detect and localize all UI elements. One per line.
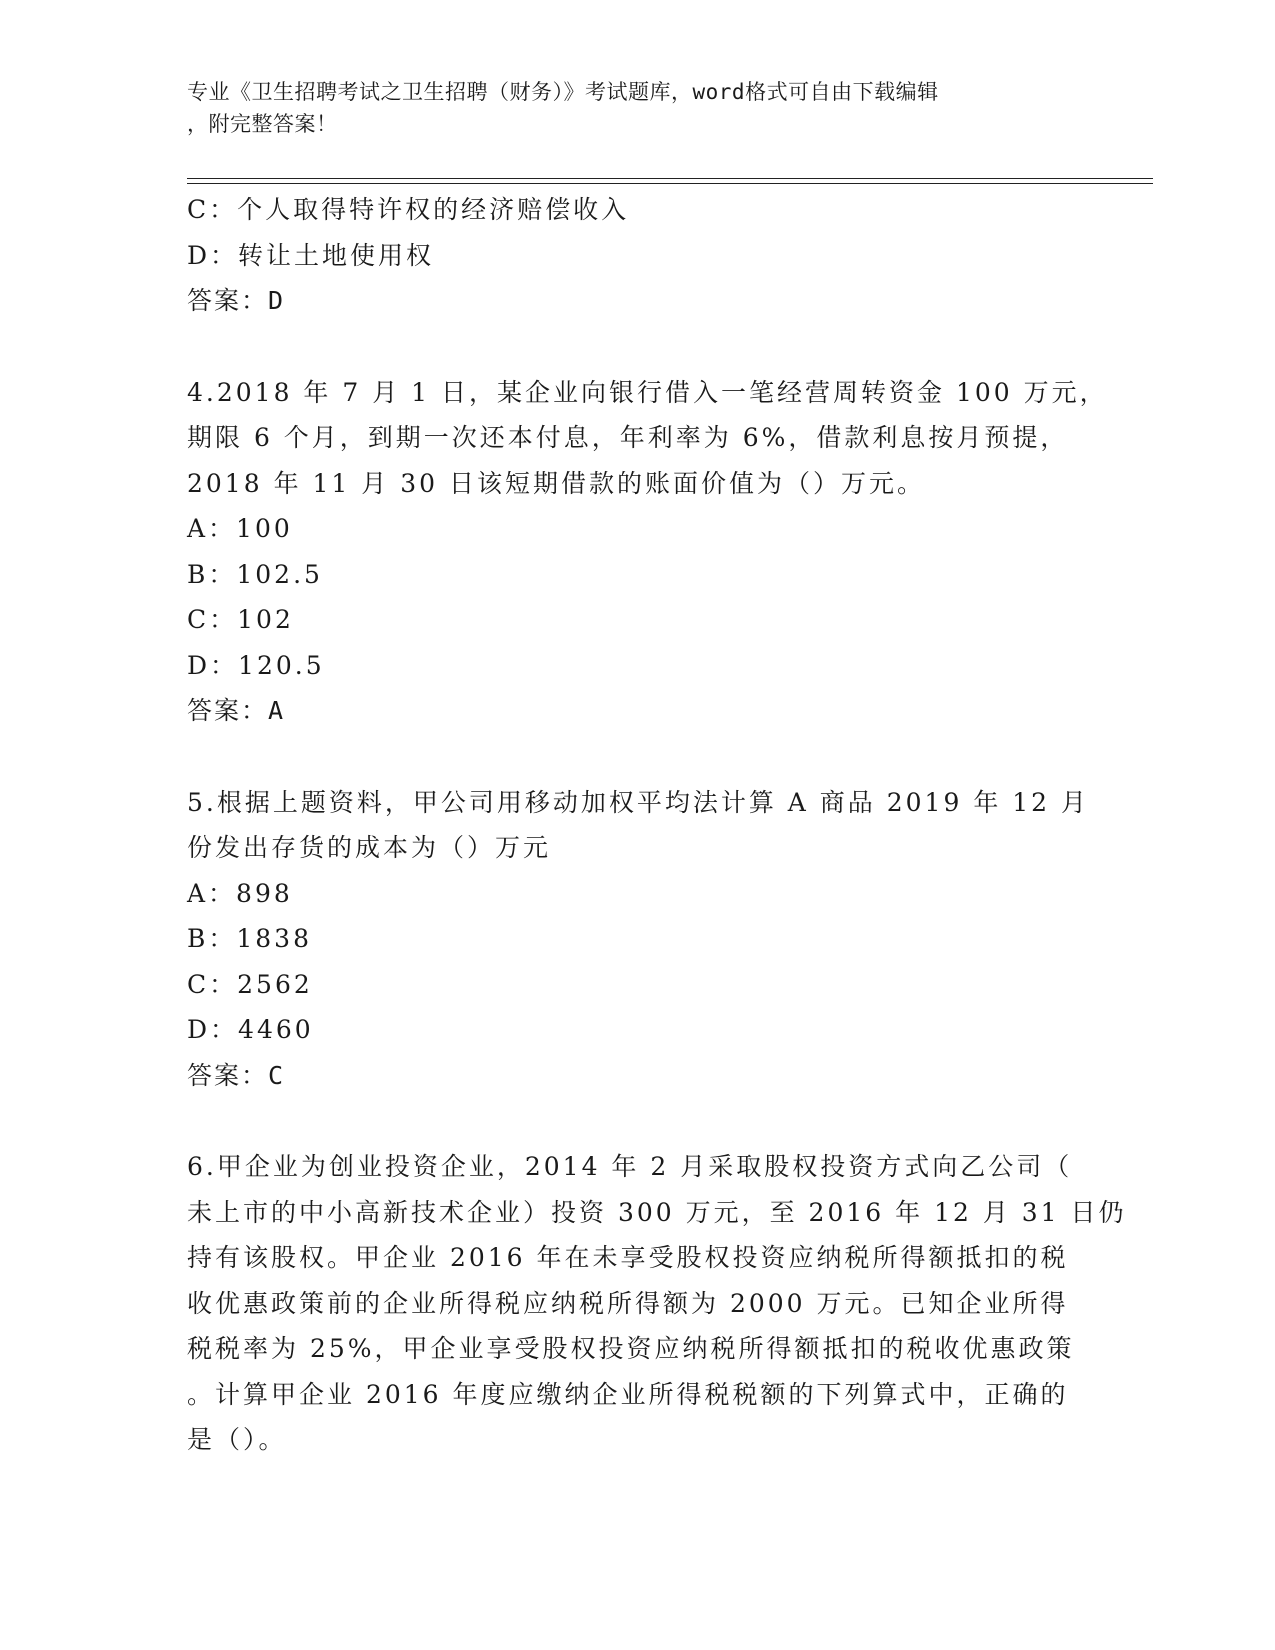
question-stem-line: 期限 6 个月，到期一次还本付息，年利率为 6%，借款利息按月预提， [187, 423, 1069, 452]
spacer [187, 1098, 1087, 1144]
document-header [187, 76, 1067, 140]
question-stem-line: 。计算甲企业 2016 年度应缴纳企业所得税税额的下列算式中，正确的 [187, 1379, 1069, 1409]
option-c: C：2562 [187, 969, 313, 999]
question-6 [187, 1144, 1127, 1463]
question-stem-line: 税税率为 25%，甲企业享受股权投资应纳税所得额抵扣的税收优惠政策 [187, 1334, 1075, 1363]
answer-line: 答案：D [187, 286, 286, 315]
question-stem-line: 持有该股权。甲企业 2016 年在未享受股权投资应纳税所得额抵扣的税 [187, 1243, 1069, 1272]
option-d: D：120.5 [187, 650, 325, 680]
spacer [187, 324, 1087, 370]
option-c: C：102 [187, 605, 294, 634]
question-content [187, 187, 1127, 1463]
question-3-tail [187, 187, 1087, 324]
question-5 [187, 780, 1090, 1099]
header-line-1: 专业《卫生招聘考试之卫生招聘（财务）》考试题库，word格式可自由下载编辑 [187, 80, 939, 104]
question-stem-line: 2018 年 11 月 30 日该短期借款的账面价值为（）万元。 [187, 468, 925, 498]
question-4 [187, 370, 1108, 734]
option-b: B：1838 [187, 924, 312, 953]
answer-line: 答案：C [187, 1060, 286, 1090]
question-stem-line: 是（）。 [187, 1425, 287, 1454]
question-stem-line: 收优惠政策前的企业所得税应纳税所得额为 2000 万元。已知企业所得 [187, 1288, 1069, 1318]
option-d: D：转让土地使用权 [187, 240, 435, 270]
header-line-2: ，附完整答案！ [187, 112, 338, 136]
option-a: A：100 [187, 514, 293, 543]
question-stem-line: 6.甲企业为创业投资企业，2014 年 2 月采取股权投资方式向乙公司（ [187, 1152, 1073, 1181]
question-stem-line: 份发出存货的成本为（）万元 [187, 833, 552, 862]
question-stem-line: 5.根据上题资料，甲公司用移动加权平均法计算 A 商品 2019 年 12 月 [187, 787, 1090, 817]
header-divider-top [187, 178, 1153, 179]
option-c: C：个人取得特许权的经济赔偿收入 [187, 195, 630, 224]
option-a: A：898 [187, 878, 293, 908]
question-stem-line: 未上市的中小高新技术企业）投资 300 万元，至 2016 年 12 月 31 日仍 [187, 1197, 1127, 1227]
option-d: D：4460 [187, 1015, 314, 1044]
answer-line: 答案：A [187, 696, 286, 725]
option-b: B：102.5 [187, 559, 323, 589]
question-stem-line: 4.2018 年 7 月 1 日，某企业向银行借入一笔经营周转资金 100 万元， [187, 377, 1108, 407]
spacer [187, 734, 1087, 780]
header-divider-bottom [187, 183, 1153, 184]
